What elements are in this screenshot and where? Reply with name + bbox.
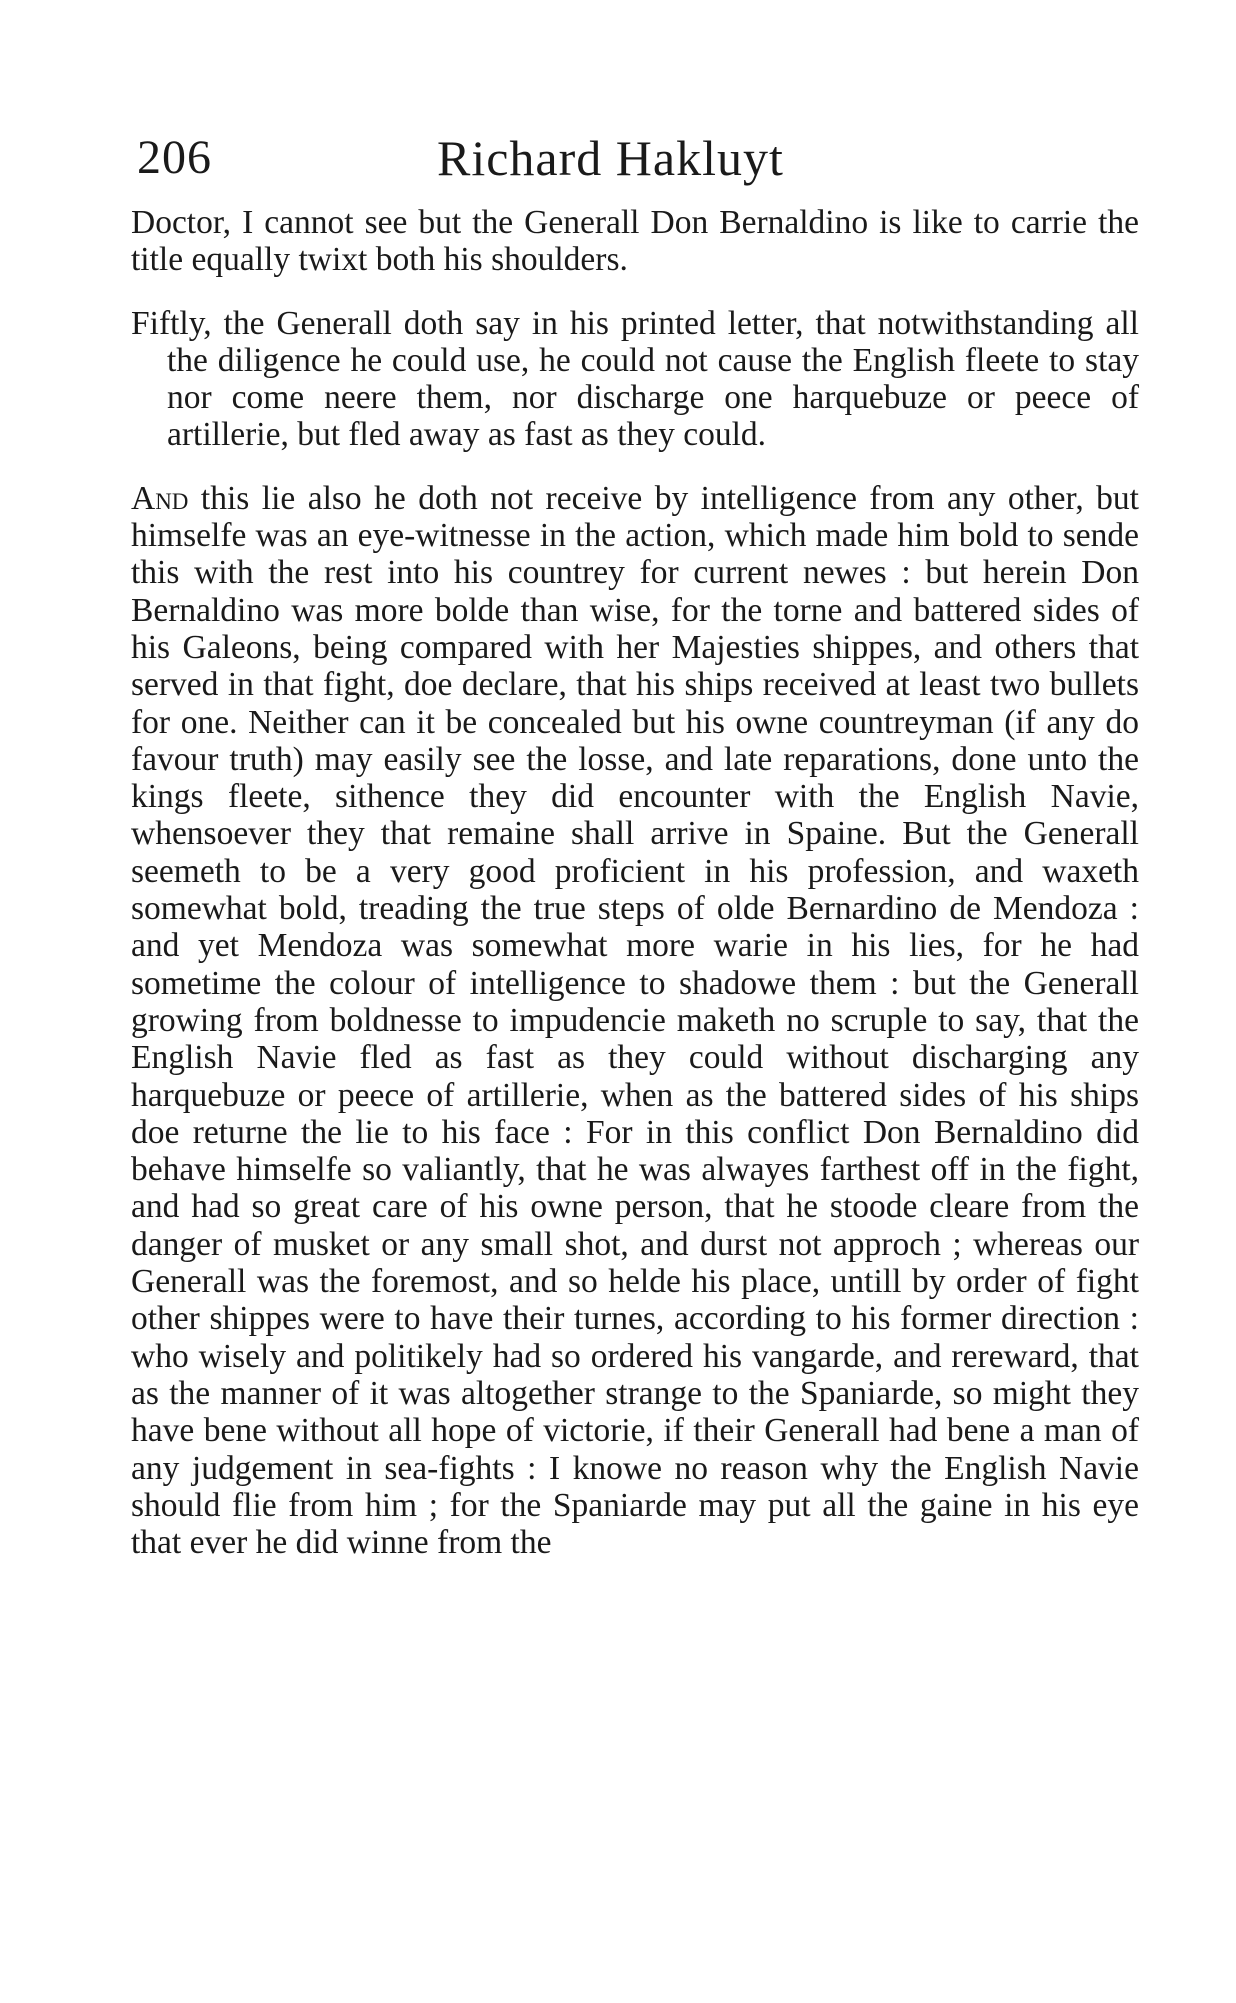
paragraph-lead-word: And — [131, 479, 189, 517]
running-head-title: Richard Hakluyt — [437, 130, 784, 186]
page-number: 206 — [137, 131, 212, 184]
paragraph-main — [131, 480, 1139, 1562]
page-header — [137, 128, 1117, 188]
paragraph-main-text: this lie also he doth not receive by intelligence from any other, but himselfe was an eye-witnesse in the action, which made him bold to sende this with the rest into his countrey for current newes : but herein Don Bernaldino was more bolde than wise, for the torne and battered sides of his Galeons, being compared with her Majesties shippes, and others that served in that fight, doe declare, that his ships received at least two bullets for one. Neither can it be concealed but his owne countreyman (if any do favour truth) may easily see the losse, and late reparations, done unto the kings fleete, sithence they did encounter with the English Navie, whensoever they that remaine shall arrive in Spaine. But the Generall seemeth to be a very good proficient in his profession, and waxeth somewhat bold, treading the true steps of olde Bernardino de Mendoza : and yet Mendoza was somewhat more warie in his lies, for he had sometime the colour of intelligence to shadowe them : but the Generall growing from boldnesse to impudencie maketh no scruple to say, that the English Navie fled as fast as they could without discharging any harquebuze or peece of artillerie, when as the battered sides of his ships doe returne the lie to his face : For in this conflict Don Bernaldino did behave himselfe so valiantly, that he was alwayes farthest off in the fight, and had so great care of his owne person, that he stoode cleare from the danger of musket or any small shot, and durst not approch ; whereas our Generall was the foremost, and so helde his place, untill by order of fight other shippes were to have their turnes, according to his former direction : who wisely and politikely had so ordered his vangarde, and rereward, that as the manner of it was altogether strange to the Spaniarde, so might they have bene without all hope of victorie, if their Generall had bene a man of any judgement in sea-fights : I knowe no reason why the English Navie should flie from him ; for the Spaniarde may put all the gaine in his eye that ever he did winne from the — [131, 479, 1139, 1562]
paragraph-fifthly: Fiftly, the Generall doth say in his printed letter, that notwithstanding all the diligence he could use, he could not cause the English fleete to stay nor come neere them, nor discharge one harquebuze or peece of artillerie, but fled away as fast as they could. — [131, 304, 1139, 454]
paragraph-continuation: Doctor, I cannot see but the Generall Don Bernaldino is like to carrie the title equally twixt both his shoulders. — [131, 204, 1139, 279]
body-text — [131, 204, 1139, 1561]
